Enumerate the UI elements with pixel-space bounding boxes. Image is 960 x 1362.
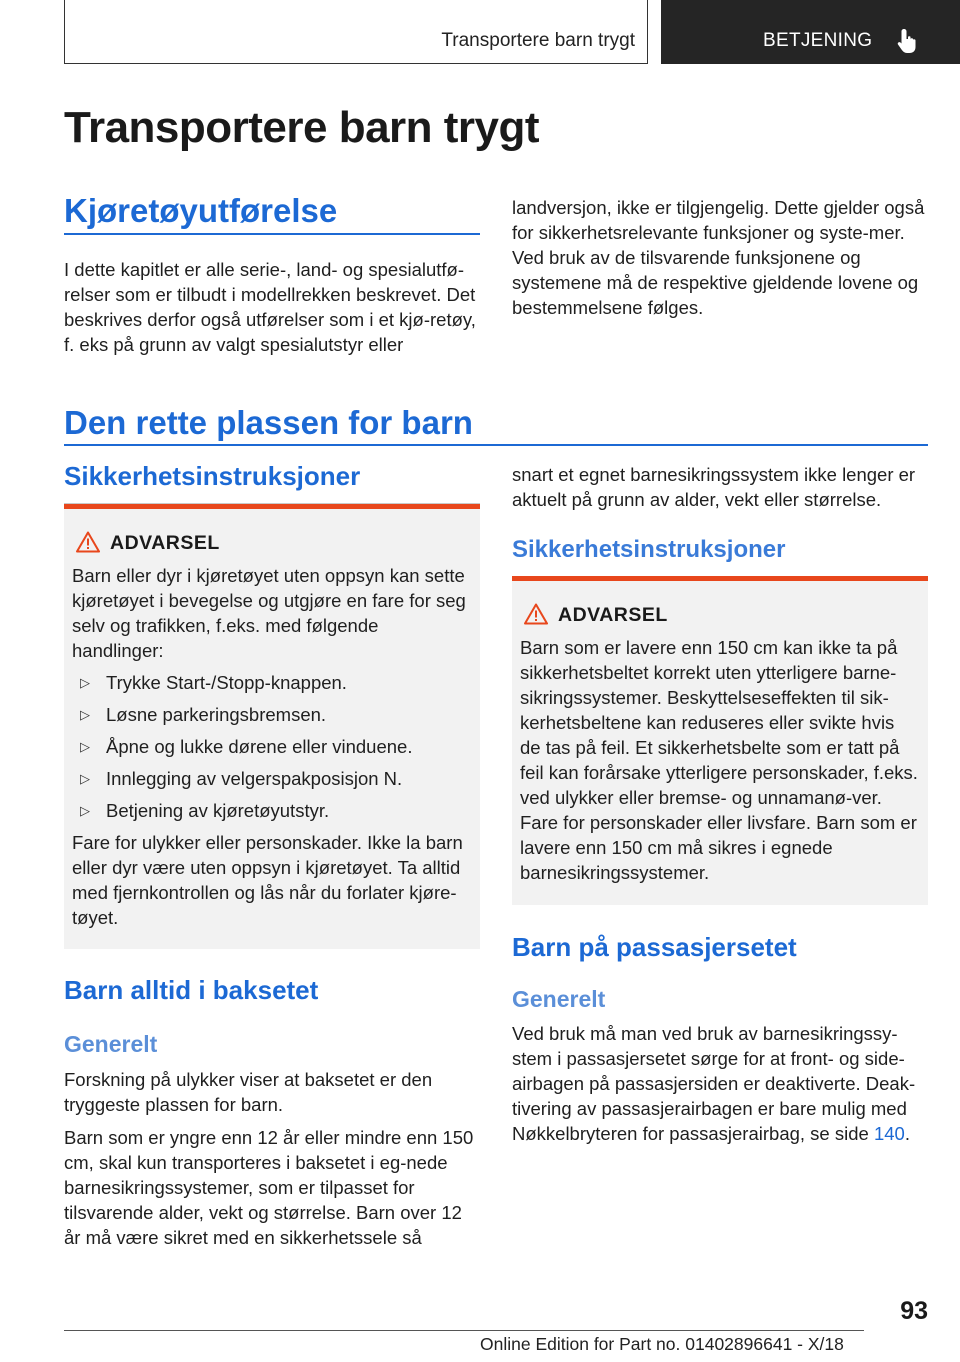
list-item: ▷ Trykke Start-/Stopp-knappen.	[72, 670, 474, 695]
footer-rule	[64, 1330, 864, 1331]
warning-outro: Fare for ulykker eller personskader. Ikke la barn eller dyr være uten oppsyn i kjøretøyet. Ta alltid med fjernkontrollen og lås når du forlater kjøre-tøyet.	[72, 832, 463, 928]
warning-box-unattended	[64, 504, 480, 949]
warning-triangle-icon	[76, 531, 100, 553]
warning-box-height	[512, 576, 928, 905]
section-rule	[64, 444, 928, 446]
list-item: ▷ Innlegging av velgerspakposisjon N.	[72, 766, 474, 791]
warning-bar	[64, 504, 480, 509]
back-seat-heading: Barn alltid i baksetet	[64, 975, 319, 1005]
list-item: ▷ Åpne og lukke dørene eller vinduene.	[72, 734, 474, 759]
passenger-general-heading: Generelt	[512, 986, 606, 1012]
section-heading-right-place: Den rette plassen for barn	[64, 404, 473, 441]
section-rule	[64, 233, 480, 235]
warning-label: ADVARSEL	[558, 604, 668, 626]
warning-body: Barn som er lavere enn 150 cm kan ikke ta på sikkerhetsbeltet korrekt uten ytterligere barne-sikringssystemer. Beskyttelseseffekten til sik-kerhetsbeltene kan reduseres eller svikte hvis de tas på feil. Et sikkerhetsbelte som er tatt på feil kan forårsake ytterligere personskader, f.eks. ved ulykker eller bremse- og unnamanø-ver. Fare for personskader eller livsfare. Barn som er lavere enn 150 cm må sikres i egnede barnesikringssystemer.	[520, 637, 918, 883]
page-title: Transportere barn trygt	[64, 103, 540, 152]
back-seat-text	[64, 1067, 480, 1258]
passenger-text-block	[512, 1021, 930, 1146]
list-item: ▷ Betjening av kjøretøyutstyr.	[72, 798, 474, 823]
warning-list	[72, 670, 474, 823]
warning-body	[72, 563, 474, 930]
page-link-140[interactable]: 140	[873, 1123, 905, 1144]
warning-label: ADVARSEL	[110, 532, 220, 554]
header-chapter-label: BETJENING	[763, 30, 873, 51]
list-item: ▷ Løsne parkeringsbremsen.	[72, 702, 474, 727]
warning-triangle-icon	[524, 603, 548, 625]
back-seat-p1: Forskning på ulykker viser at baksetet er den tryggeste plassen for barn.	[64, 1069, 433, 1115]
warning-intro: Barn eller dyr i kjøretøyet uten oppsyn kan sette kjøretøyet i bevegelse og utgjøre en fare for seg selv og trafikken, f.eks. med følgende handlinger:	[72, 565, 466, 661]
warning-bar	[512, 576, 928, 581]
back-seat-p2: Barn som er yngre enn 12 år eller mindre enn 150 cm, skal kun transporteres i baksetet i eg-nede barnesikringssystemer, som er tilpasset for tilsvarende alder, vekt og størrelse. Barn over 12 år må være sikret med en sikkerhetssele så	[64, 1127, 474, 1248]
passenger-text-end: .	[904, 1123, 910, 1144]
vehicle-version-text-right: landversjon, ikke er tilgjengelig. Dette gjelder også for sikkerhetsrelevante funksjoner og syste-mer. Ved bruk av de tilsvarende funksjonene og systemene må de respektive gjeldende lovene og bestemmelsene følges.	[512, 197, 925, 318]
safety-instructions-heading: Sikkerhetsinstruksjoner	[64, 461, 361, 491]
page-number: 93	[900, 1297, 928, 1325]
passenger-text: Ved bruk må man ved bruk av barnesikringssy-stem i passasjersetet sørge for at front- og side-airbagen på passasjersiden er deaktiverte. Deak-tivering av passasjerairbagen er bare mulig med Nøkkelbryteren for passasjerairbag, se side	[512, 1023, 916, 1144]
header-section-title: Transportere barn trygt	[441, 30, 635, 51]
continued-text: snart et egnet barnesikringssystem ikke lenger er aktuelt på grunn av alder, vekt eller størrelse.	[512, 464, 916, 510]
back-seat-general-heading: Generelt	[64, 1031, 158, 1057]
header-section-tab[interactable]	[64, 0, 648, 64]
vehicle-version-text-left: I dette kapitlet er alle serie-, land- og spesialutfø-relser som er tilbudt i modellrekken beskrevet. Det beskrives derfor også utførelser som i et kjø-retøy, f. eks på grunn av valgt spesialutstyr eller	[64, 259, 476, 355]
section-heading-vehicle-version: Kjøretøyutførelse	[64, 192, 338, 229]
hand-pointer-icon	[896, 27, 922, 55]
edition-footer: Online Edition for Part no. 01402896641 - X/18	[480, 1334, 844, 1354]
passenger-seat-heading: Barn på passasjersetet	[512, 932, 797, 962]
safety-instructions-heading-2: Sikkerhetsinstruksjoner	[512, 536, 786, 563]
